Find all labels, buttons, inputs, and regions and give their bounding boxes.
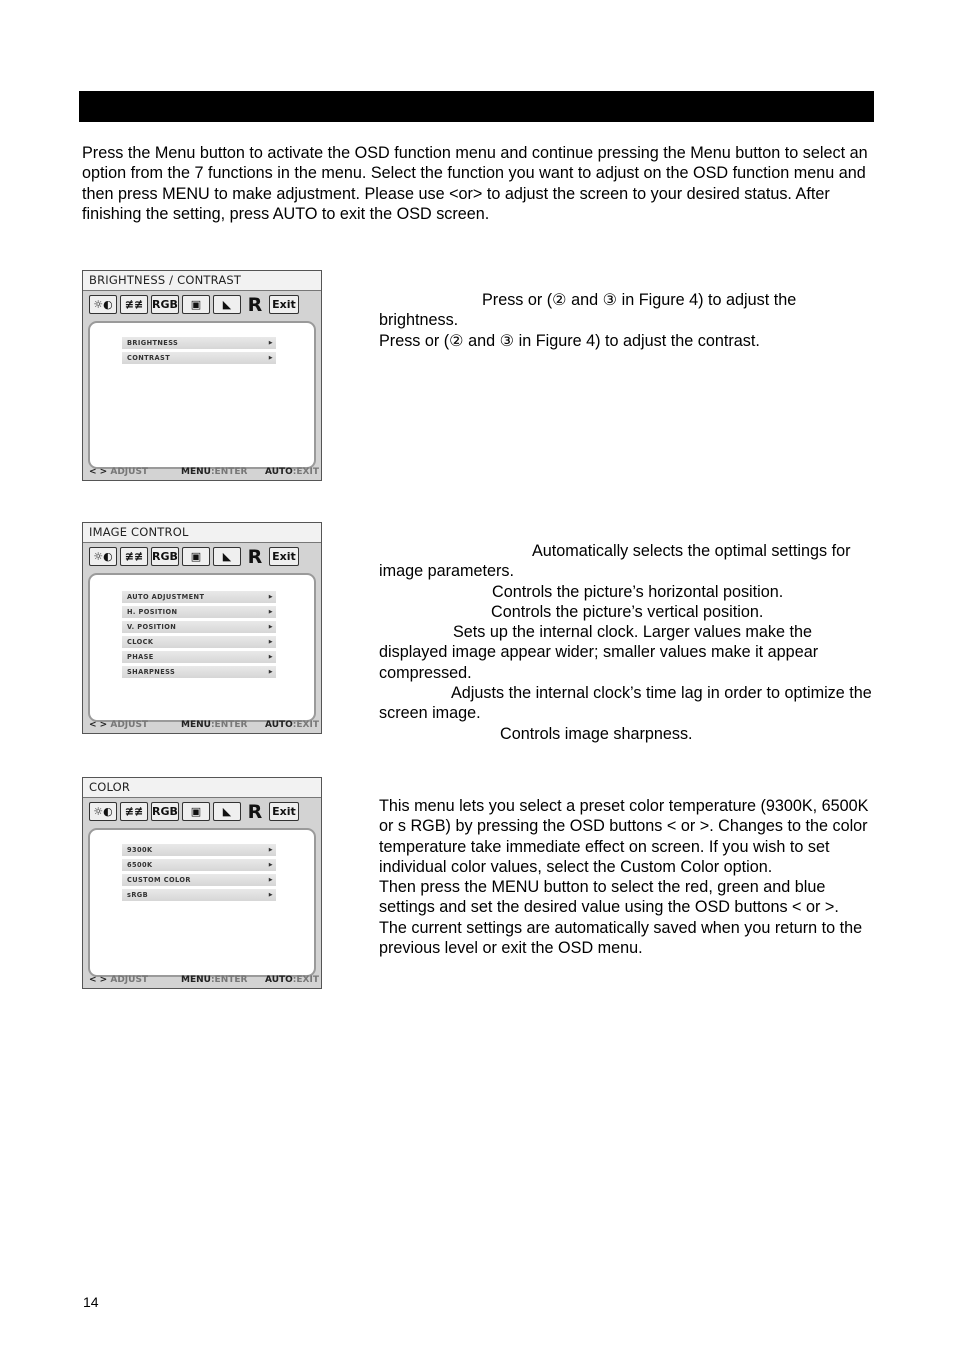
section-header-bar [79, 91, 876, 122]
osd-color [82, 777, 322, 989]
osd-menu-item: V. POSITION ▶ [122, 621, 276, 633]
osd-image-control [82, 522, 322, 734]
intro-paragraph: Press the Menu button to activate the OSD function menu and continue pressing the Menu button to select an option from the 7 functions in the menu. Select the function you want to adjust on the OSD function menu and then press MENU to make adjustment. Please use <or> to adjust the screen to your desired status. After finishing the setting, press AUTO to exit the OSD screen. [82, 144, 868, 223]
osd-menu: MENU [181, 975, 211, 985]
osd-panel [88, 828, 316, 977]
osd-arrows: < > [89, 975, 108, 985]
osd-menu: MENU [181, 720, 211, 730]
brightness-icon: ☼◐ [89, 802, 117, 821]
rgb-icon: RGB [151, 547, 179, 566]
brightness-icon: ☼◐ [89, 295, 117, 314]
color-paragraph: The current settings are automatically saved when you return to the previous level or exit the OSD menu. [379, 918, 863, 958]
brightness-description [379, 290, 879, 351]
osd-menu-item: 6500K ▶ [122, 859, 276, 871]
osd-exit: :EXIT [292, 975, 319, 985]
h-position-line: Controls the picture’s horizontal position. [492, 582, 784, 601]
osd-enter: :ENTER [210, 467, 248, 477]
screen-icon: ▣ [182, 295, 210, 314]
page-number: 14 [83, 1294, 99, 1310]
screen-icon: ▣ [182, 802, 210, 821]
osd-menu-item: CLOCK ▶ [122, 636, 276, 648]
brightness-line: Press or (② and ③ in Figure 4) to adjust the brightness. [379, 291, 797, 330]
reset-icon: R [247, 800, 263, 823]
v-position-line: Controls the picture’s vertical position. [491, 602, 764, 621]
exit-icon: Exit [269, 547, 299, 566]
osd-menu-item: BRIGHTNESS ▶ [122, 337, 276, 349]
brightness-icon: ☼◐ [89, 547, 117, 566]
osd-enter: :ENTER [210, 975, 248, 985]
osd-exit: :EXIT [292, 720, 319, 730]
screen-icon: ▣ [182, 547, 210, 566]
osd-footer [83, 717, 321, 733]
contrast-line: Press or (② and ③ in Figure 4) to adjust the contrast. [379, 331, 760, 350]
osd-menu-item: H. POSITION ▶ [122, 606, 276, 618]
osd-title: BRIGHTNESS / CONTRAST [83, 271, 321, 291]
language-icon: ◣ [213, 295, 241, 314]
osd-menu-item: sRGB ▶ [122, 889, 276, 901]
osd-menu-item: 9300K ▶ [122, 844, 276, 856]
image-control-icon: ≇≇ [120, 547, 148, 566]
rgb-icon: RGB [151, 802, 179, 821]
language-icon: ◣ [213, 802, 241, 821]
image-control-icon: ≇≇ [120, 295, 148, 314]
osd-menu: MENU [181, 467, 211, 477]
osd-footer [83, 972, 321, 988]
osd-menu-item: CUSTOM COLOR ▶ [122, 874, 276, 886]
reset-icon: R [247, 293, 263, 316]
osd-adjust: ADJUST [110, 975, 149, 985]
osd-adjust: ADJUST [110, 467, 149, 477]
exit-icon: Exit [269, 802, 299, 821]
osd-panel [88, 321, 316, 469]
image-control-description [379, 541, 879, 744]
color-description [379, 796, 879, 958]
auto-adjust-line: Automatically selects the optimal settings for image parameters. [379, 542, 851, 581]
osd-adjust: ADJUST [110, 720, 149, 730]
osd-menu-item: SHARPNESS ▶ [122, 666, 276, 678]
osd-exit: :EXIT [292, 467, 319, 477]
color-paragraph: Then press the MENU button to select the red, green and blue settings and set the desired value using the OSD buttons < or >. [379, 878, 839, 917]
osd-title: COLOR [83, 778, 321, 798]
phase-line: Adjusts the internal clock’s time lag in order to optimize the screen image. [379, 684, 872, 723]
osd-auto: AUTO [265, 720, 293, 730]
osd-panel [88, 573, 316, 722]
osd-menu-item: AUTO ADJUSTMENT ▶ [122, 591, 276, 603]
osd-menu-item: PHASE ▶ [122, 651, 276, 663]
exit-icon: Exit [269, 295, 299, 314]
osd-auto: AUTO [265, 975, 293, 985]
osd-auto: AUTO [265, 467, 293, 477]
rgb-icon: RGB [151, 295, 179, 314]
clock-line: Sets up the internal clock. Larger values make the displayed image appear wider; smaller values make it appear compressed. [379, 623, 819, 682]
osd-title: IMAGE CONTROL [83, 523, 321, 543]
color-paragraph: This menu lets you select a preset color temperature (9300K, 6500K or s RGB) by pressing the OSD buttons < or >. Changes to the color temperature take immediate effect on screen. If you wish to set individual color values, select the Custom Color option. [379, 797, 869, 876]
language-icon: ◣ [213, 547, 241, 566]
sharpness-line: Controls image sharpness. [500, 724, 693, 743]
image-control-icon: ≇≇ [120, 802, 148, 821]
osd-icon-row [83, 798, 321, 824]
osd-icon-row [83, 543, 321, 569]
osd-enter: :ENTER [210, 720, 248, 730]
reset-icon: R [247, 545, 263, 568]
osd-arrows: < > [89, 467, 108, 477]
osd-footer [83, 464, 321, 480]
osd-arrows: < > [89, 720, 108, 730]
osd-menu-item: CONTRAST ▶ [122, 352, 276, 364]
